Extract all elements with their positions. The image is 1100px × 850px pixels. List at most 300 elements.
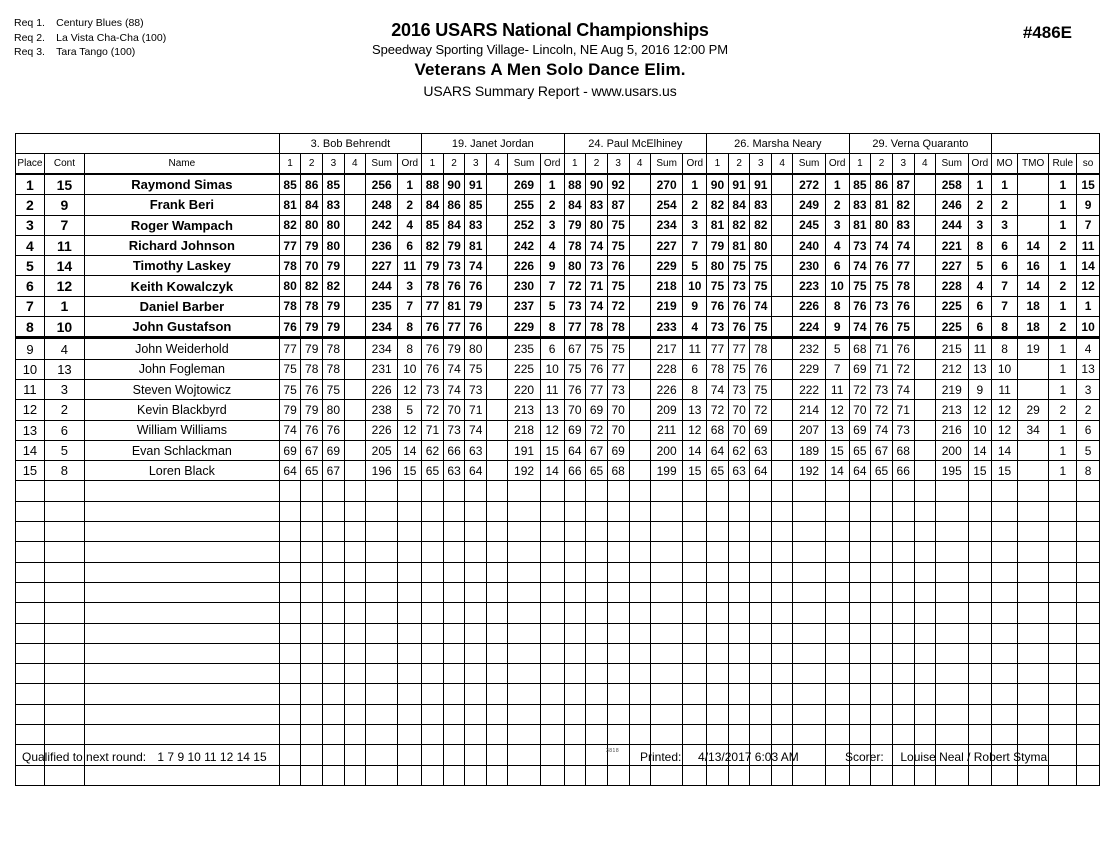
cell-judge-score: 65 bbox=[586, 461, 608, 481]
cell-judge-score: 62 bbox=[728, 440, 750, 460]
cell-tmo: 14 bbox=[1017, 235, 1049, 255]
cell-judge-ordinal: 12 bbox=[398, 420, 422, 440]
cell-judge-score bbox=[487, 338, 508, 359]
cell-judge-sum bbox=[650, 643, 683, 663]
cell-judge-score bbox=[487, 256, 508, 276]
cell-judge-score bbox=[586, 542, 608, 562]
cell-judge-score bbox=[422, 542, 444, 562]
cell-judge-sum bbox=[365, 522, 397, 542]
cell-judge-score bbox=[586, 603, 608, 623]
cell-judge-sum bbox=[365, 582, 397, 602]
cell-judge-score bbox=[871, 582, 893, 602]
cell-skater-name bbox=[84, 704, 279, 724]
cell-judge-score: 78 bbox=[607, 317, 629, 338]
cell-judge-ordinal bbox=[968, 704, 992, 724]
table-row-empty[interactable] bbox=[16, 522, 1100, 542]
cell-judge-score: 75 bbox=[750, 276, 772, 296]
cell-judge-score: 81 bbox=[871, 195, 893, 215]
table-row-empty[interactable] bbox=[16, 664, 1100, 684]
scorer-names: Louise Neal / Robert Styma bbox=[900, 750, 1048, 764]
cell-judge-score bbox=[443, 522, 465, 542]
cell-judge-ordinal bbox=[398, 704, 422, 724]
cell-judge-score bbox=[607, 643, 629, 663]
cell-judge-score bbox=[487, 603, 508, 623]
cell-judge-score: 84 bbox=[422, 195, 444, 215]
cell-judge-ordinal: 11 bbox=[398, 256, 422, 276]
cell-judge-score bbox=[586, 765, 608, 785]
cell-judge-score: 69 bbox=[564, 420, 586, 440]
cell-judge-score bbox=[586, 623, 608, 643]
cell-judge-score: 68 bbox=[607, 461, 629, 481]
cell-judge-sum bbox=[935, 623, 968, 643]
cell-judge-score bbox=[892, 704, 914, 724]
cell-judge-score: 80 bbox=[301, 215, 323, 235]
cell-judge-score: 83 bbox=[892, 215, 914, 235]
cell-judge-score bbox=[728, 765, 750, 785]
cell-judge-score bbox=[607, 684, 629, 704]
cell-judge-score: 84 bbox=[728, 195, 750, 215]
cell-judge-score: 64 bbox=[465, 461, 487, 481]
table-row-empty[interactable] bbox=[16, 643, 1100, 663]
table-row-empty[interactable] bbox=[16, 542, 1100, 562]
cell-so bbox=[1077, 643, 1100, 663]
cell-judge-score bbox=[707, 765, 729, 785]
cell-judge-score: 79 bbox=[422, 256, 444, 276]
cell-judge-score bbox=[629, 603, 650, 623]
judge-name-row bbox=[16, 134, 1100, 154]
table-row[interactable] bbox=[16, 317, 1100, 338]
cell-judge-ordinal bbox=[540, 623, 564, 643]
table-row-empty[interactable] bbox=[16, 562, 1100, 582]
cell-judge-score bbox=[892, 522, 914, 542]
cell-judge-score: 74 bbox=[892, 379, 914, 399]
cell-judge-ordinal bbox=[540, 542, 564, 562]
cell-judge-score: 74 bbox=[465, 256, 487, 276]
cell-judge-score bbox=[607, 522, 629, 542]
header-spacer-right bbox=[992, 134, 1100, 154]
cell-judge-ordinal bbox=[683, 684, 707, 704]
cell-judge-ordinal: 12 bbox=[683, 420, 707, 440]
cell-judge-sum bbox=[935, 643, 968, 663]
cell-judge-ordinal: 10 bbox=[540, 359, 564, 379]
cell-judge-score: 72 bbox=[607, 296, 629, 316]
cell-place: 4 bbox=[16, 235, 45, 255]
table-row[interactable] bbox=[16, 338, 1100, 359]
cell-judge-score: 75 bbox=[465, 359, 487, 379]
cell-judge-ordinal bbox=[683, 643, 707, 663]
cell-skater-name: Raymond Simas bbox=[84, 174, 279, 195]
cell-judge-sum: 229 bbox=[650, 256, 683, 276]
cell-judge-score bbox=[892, 623, 914, 643]
cell-judge-ordinal bbox=[968, 501, 992, 521]
cell-judge-score: 64 bbox=[849, 461, 871, 481]
cell-rule bbox=[1049, 664, 1077, 684]
cell-judge-score bbox=[871, 562, 893, 582]
cell-judge-score: 73 bbox=[443, 256, 465, 276]
judge-name-header: 29. Verna Quaranto bbox=[849, 134, 992, 154]
cell-judge-ordinal: 5 bbox=[968, 256, 992, 276]
cell-judge-score bbox=[914, 400, 935, 420]
cell-judge-score bbox=[728, 725, 750, 745]
cell-judge-score bbox=[607, 542, 629, 562]
cell-judge-score bbox=[465, 725, 487, 745]
table-row-empty[interactable] bbox=[16, 501, 1100, 521]
cell-judge-score bbox=[914, 684, 935, 704]
cell-judge-score bbox=[564, 684, 586, 704]
cell-judge-score: 72 bbox=[422, 400, 444, 420]
cell-judge-score bbox=[344, 562, 365, 582]
cell-judge-ordinal bbox=[398, 481, 422, 501]
cell-place bbox=[16, 603, 45, 623]
cell-judge-score bbox=[487, 501, 508, 521]
cell-judge-score bbox=[772, 582, 793, 602]
cell-judge-ordinal bbox=[825, 562, 849, 582]
cell-contestant-number: 13 bbox=[44, 359, 84, 379]
cell-rule: 1 bbox=[1049, 215, 1077, 235]
cell-skater-name: Richard Johnson bbox=[84, 235, 279, 255]
cell-judge-score: 69 bbox=[586, 400, 608, 420]
column-header-score-2: 2 bbox=[728, 154, 750, 175]
cell-judge-ordinal bbox=[398, 745, 422, 765]
cell-judge-ordinal bbox=[825, 664, 849, 684]
cell-judge-score bbox=[871, 643, 893, 663]
cell-judge-score: 70 bbox=[728, 400, 750, 420]
cell-judge-score bbox=[279, 623, 301, 643]
cell-rule bbox=[1049, 603, 1077, 623]
cell-judge-sum: 242 bbox=[508, 235, 540, 255]
cell-judge-sum bbox=[650, 623, 683, 643]
cell-judge-score: 74 bbox=[707, 379, 729, 399]
cell-judge-score: 76 bbox=[564, 379, 586, 399]
cell-judge-score bbox=[707, 664, 729, 684]
cell-judge-score bbox=[487, 461, 508, 481]
column-header-ord: Ord bbox=[683, 154, 707, 175]
cell-judge-score bbox=[465, 643, 487, 663]
cell-judge-score bbox=[443, 765, 465, 785]
table-row[interactable] bbox=[16, 235, 1100, 255]
table-row[interactable] bbox=[16, 215, 1100, 235]
cell-judge-score bbox=[487, 765, 508, 785]
cell-judge-ordinal bbox=[825, 623, 849, 643]
cell-tmo: 14 bbox=[1017, 276, 1049, 296]
column-header-sum: Sum bbox=[935, 154, 968, 175]
cell-judge-score bbox=[849, 765, 871, 785]
table-row[interactable] bbox=[16, 440, 1100, 460]
cell-judge-score bbox=[892, 664, 914, 684]
cell-judge-score bbox=[772, 296, 793, 316]
cell-tmo bbox=[1017, 215, 1049, 235]
cell-judge-ordinal: 6 bbox=[968, 317, 992, 338]
cell-judge-score: 73 bbox=[564, 296, 586, 316]
cell-judge-sum bbox=[365, 603, 397, 623]
cell-skater-name: Loren Black bbox=[84, 461, 279, 481]
cell-judge-score bbox=[607, 603, 629, 623]
cell-judge-score: 72 bbox=[750, 400, 772, 420]
cell-place bbox=[16, 664, 45, 684]
cell-judge-score bbox=[914, 215, 935, 235]
cell-judge-score bbox=[344, 440, 365, 460]
cell-judge-score bbox=[772, 481, 793, 501]
cell-judge-score bbox=[586, 643, 608, 663]
cell-judge-score: 77 bbox=[607, 359, 629, 379]
cell-judge-sum bbox=[365, 643, 397, 663]
column-header-name: Name bbox=[84, 154, 279, 175]
cell-judge-sum bbox=[365, 562, 397, 582]
cell-judge-score bbox=[871, 603, 893, 623]
cell-judge-sum bbox=[650, 542, 683, 562]
column-header-mo: MO bbox=[992, 154, 1018, 175]
cell-rule bbox=[1049, 562, 1077, 582]
cell-judge-score bbox=[707, 623, 729, 643]
cell-judge-score bbox=[422, 582, 444, 602]
cell-judge-sum: 200 bbox=[650, 440, 683, 460]
cell-place bbox=[16, 542, 45, 562]
cell-judge-score bbox=[344, 195, 365, 215]
table-row-empty[interactable] bbox=[16, 684, 1100, 704]
cell-tmo bbox=[1017, 623, 1049, 643]
cell-judge-score bbox=[344, 522, 365, 542]
column-header-score-2: 2 bbox=[586, 154, 608, 175]
cell-so bbox=[1077, 725, 1100, 745]
column-header-score-3: 3 bbox=[323, 154, 345, 175]
cell-judge-score bbox=[772, 215, 793, 235]
cell-judge-score bbox=[487, 317, 508, 338]
cell-judge-score bbox=[465, 745, 487, 765]
cell-judge-sum bbox=[650, 684, 683, 704]
cell-judge-ordinal bbox=[968, 664, 992, 684]
cell-judge-score: 80 bbox=[586, 215, 608, 235]
cell-judge-score: 70 bbox=[301, 256, 323, 276]
cell-judge-score bbox=[586, 684, 608, 704]
table-row-empty[interactable] bbox=[16, 765, 1100, 785]
cell-tmo bbox=[1017, 704, 1049, 724]
table-row-empty[interactable] bbox=[16, 725, 1100, 745]
cell-judge-ordinal bbox=[398, 562, 422, 582]
cell-mo bbox=[992, 501, 1018, 521]
cell-place: 12 bbox=[16, 400, 45, 420]
cell-tmo: 34 bbox=[1017, 420, 1049, 440]
cell-judge-score: 65 bbox=[707, 461, 729, 481]
cell-judge-sum bbox=[793, 643, 825, 663]
cell-judge-score bbox=[871, 542, 893, 562]
cell-place: 6 bbox=[16, 276, 45, 296]
cell-judge-score: 78 bbox=[279, 296, 301, 316]
cell-judge-score bbox=[772, 461, 793, 481]
cell-rule bbox=[1049, 765, 1077, 785]
cell-judge-score: 79 bbox=[301, 235, 323, 255]
cell-judge-score bbox=[323, 562, 345, 582]
cell-judge-ordinal: 8 bbox=[398, 317, 422, 338]
cell-judge-score bbox=[301, 643, 323, 663]
table-row[interactable] bbox=[16, 276, 1100, 296]
table-row[interactable] bbox=[16, 400, 1100, 420]
cell-tmo bbox=[1017, 481, 1049, 501]
cell-judge-score: 78 bbox=[707, 359, 729, 379]
cell-rule: 1 bbox=[1049, 379, 1077, 399]
cell-judge-score bbox=[564, 562, 586, 582]
scorer-footer bbox=[845, 750, 1047, 764]
column-header-score-1: 1 bbox=[422, 154, 444, 175]
cell-skater-name: William Williams bbox=[84, 420, 279, 440]
table-row[interactable] bbox=[16, 359, 1100, 379]
cell-judge-score bbox=[750, 623, 772, 643]
cell-judge-score bbox=[849, 643, 871, 663]
cell-judge-score: 75 bbox=[607, 338, 629, 359]
cell-judge-sum: 211 bbox=[650, 420, 683, 440]
cell-judge-sum bbox=[508, 664, 540, 684]
qualified-footer bbox=[22, 750, 267, 764]
cell-judge-score bbox=[914, 359, 935, 379]
cell-judge-score: 76 bbox=[465, 276, 487, 296]
cell-judge-score: 76 bbox=[465, 317, 487, 338]
table-row-empty[interactable] bbox=[16, 623, 1100, 643]
cell-judge-score bbox=[849, 481, 871, 501]
cell-judge-score: 64 bbox=[279, 461, 301, 481]
cell-judge-score bbox=[279, 664, 301, 684]
column-header-ord: Ord bbox=[540, 154, 564, 175]
cell-contestant-number bbox=[44, 664, 84, 684]
table-row-empty[interactable] bbox=[16, 582, 1100, 602]
cell-judge-ordinal bbox=[968, 542, 992, 562]
cell-judge-ordinal bbox=[398, 542, 422, 562]
cell-judge-score bbox=[914, 765, 935, 785]
cell-judge-score bbox=[279, 765, 301, 785]
table-row[interactable] bbox=[16, 379, 1100, 399]
cell-judge-ordinal: 15 bbox=[398, 461, 422, 481]
cell-judge-score bbox=[892, 481, 914, 501]
cell-judge-score: 81 bbox=[728, 235, 750, 255]
cell-judge-score bbox=[629, 440, 650, 460]
cell-contestant-number bbox=[44, 765, 84, 785]
cell-judge-score bbox=[772, 725, 793, 745]
cell-judge-ordinal: 15 bbox=[825, 440, 849, 460]
cell-skater-name bbox=[84, 562, 279, 582]
cell-judge-score bbox=[629, 481, 650, 501]
cell-judge-ordinal bbox=[540, 725, 564, 745]
cell-judge-sum: 255 bbox=[508, 195, 540, 215]
table-row[interactable] bbox=[16, 195, 1100, 215]
cell-judge-score bbox=[892, 643, 914, 663]
cell-judge-score bbox=[750, 481, 772, 501]
cell-judge-score bbox=[629, 643, 650, 663]
cell-judge-score: 76 bbox=[892, 296, 914, 316]
cell-judge-score bbox=[487, 174, 508, 195]
cell-judge-sum: 227 bbox=[935, 256, 968, 276]
cell-judge-ordinal: 2 bbox=[540, 195, 564, 215]
cell-judge-score bbox=[344, 603, 365, 623]
cell-judge-sum: 256 bbox=[365, 174, 397, 195]
cell-contestant-number bbox=[44, 562, 84, 582]
table-row[interactable] bbox=[16, 420, 1100, 440]
cell-place: 11 bbox=[16, 379, 45, 399]
cell-judge-score: 78 bbox=[750, 338, 772, 359]
cell-place: 3 bbox=[16, 215, 45, 235]
cell-judge-ordinal bbox=[540, 562, 564, 582]
cell-judge-ordinal: 1 bbox=[825, 174, 849, 195]
cell-place bbox=[16, 562, 45, 582]
cell-so bbox=[1077, 501, 1100, 521]
cell-judge-ordinal bbox=[825, 542, 849, 562]
cell-judge-score bbox=[892, 603, 914, 623]
cell-place: 15 bbox=[16, 461, 45, 481]
cell-judge-score bbox=[607, 765, 629, 785]
cell-so bbox=[1077, 542, 1100, 562]
cell-judge-score bbox=[443, 643, 465, 663]
cell-judge-score bbox=[750, 643, 772, 663]
cell-judge-score: 73 bbox=[728, 276, 750, 296]
cell-judge-sum: 242 bbox=[365, 215, 397, 235]
table-row-empty[interactable] bbox=[16, 603, 1100, 623]
printed-label: Printed: bbox=[640, 750, 682, 764]
cell-judge-score: 70 bbox=[607, 400, 629, 420]
cell-judge-score bbox=[871, 522, 893, 542]
cell-judge-score: 80 bbox=[323, 235, 345, 255]
table-row-empty[interactable] bbox=[16, 704, 1100, 724]
table-row[interactable] bbox=[16, 296, 1100, 316]
cell-judge-sum: 232 bbox=[793, 338, 825, 359]
cell-judge-score bbox=[279, 542, 301, 562]
cell-so: 2 bbox=[1077, 400, 1100, 420]
cell-tmo bbox=[1017, 379, 1049, 399]
cell-judge-ordinal bbox=[398, 623, 422, 643]
cell-rule bbox=[1049, 582, 1077, 602]
cell-judge-score: 84 bbox=[443, 215, 465, 235]
cell-mo bbox=[992, 481, 1018, 501]
cell-judge-ordinal bbox=[398, 684, 422, 704]
cell-judge-score bbox=[323, 725, 345, 745]
cell-judge-score bbox=[487, 582, 508, 602]
cell-judge-sum: 237 bbox=[508, 296, 540, 316]
cell-judge-sum bbox=[650, 501, 683, 521]
cell-judge-score: 76 bbox=[422, 359, 444, 379]
cell-judge-score bbox=[443, 501, 465, 521]
cell-judge-score: 76 bbox=[279, 317, 301, 338]
cell-place bbox=[16, 582, 45, 602]
cell-judge-ordinal: 4 bbox=[825, 235, 849, 255]
cell-judge-score: 79 bbox=[564, 215, 586, 235]
cell-judge-score: 77 bbox=[279, 338, 301, 359]
cell-judge-score bbox=[301, 562, 323, 582]
cell-judge-score: 90 bbox=[443, 174, 465, 195]
qualified-list: 1 7 9 10 11 12 14 15 bbox=[157, 750, 267, 764]
cell-judge-ordinal: 4 bbox=[968, 276, 992, 296]
cell-judge-score: 74 bbox=[586, 296, 608, 316]
cell-judge-sum: 238 bbox=[365, 400, 397, 420]
cell-judge-score: 72 bbox=[892, 359, 914, 379]
table-row[interactable] bbox=[16, 256, 1100, 276]
cell-judge-sum bbox=[935, 542, 968, 562]
cell-judge-ordinal: 12 bbox=[968, 400, 992, 420]
cell-judge-score: 75 bbox=[607, 215, 629, 235]
cell-judge-score bbox=[707, 542, 729, 562]
table-row[interactable] bbox=[16, 174, 1100, 195]
cell-judge-score bbox=[772, 256, 793, 276]
table-row-empty[interactable] bbox=[16, 481, 1100, 501]
cell-judge-score: 82 bbox=[750, 215, 772, 235]
cell-rule: 1 bbox=[1049, 174, 1077, 195]
cell-judge-score bbox=[564, 664, 586, 684]
cell-judge-score bbox=[344, 338, 365, 359]
table-row[interactable] bbox=[16, 461, 1100, 481]
cell-judge-score: 80 bbox=[871, 215, 893, 235]
cell-so bbox=[1077, 623, 1100, 643]
cell-judge-score bbox=[564, 745, 586, 765]
requirement-number: 2. bbox=[36, 31, 45, 44]
cell-judge-sum: 191 bbox=[508, 440, 540, 460]
cell-judge-score bbox=[323, 582, 345, 602]
cell-judge-score bbox=[707, 582, 729, 602]
column-header-ord: Ord bbox=[398, 154, 422, 175]
